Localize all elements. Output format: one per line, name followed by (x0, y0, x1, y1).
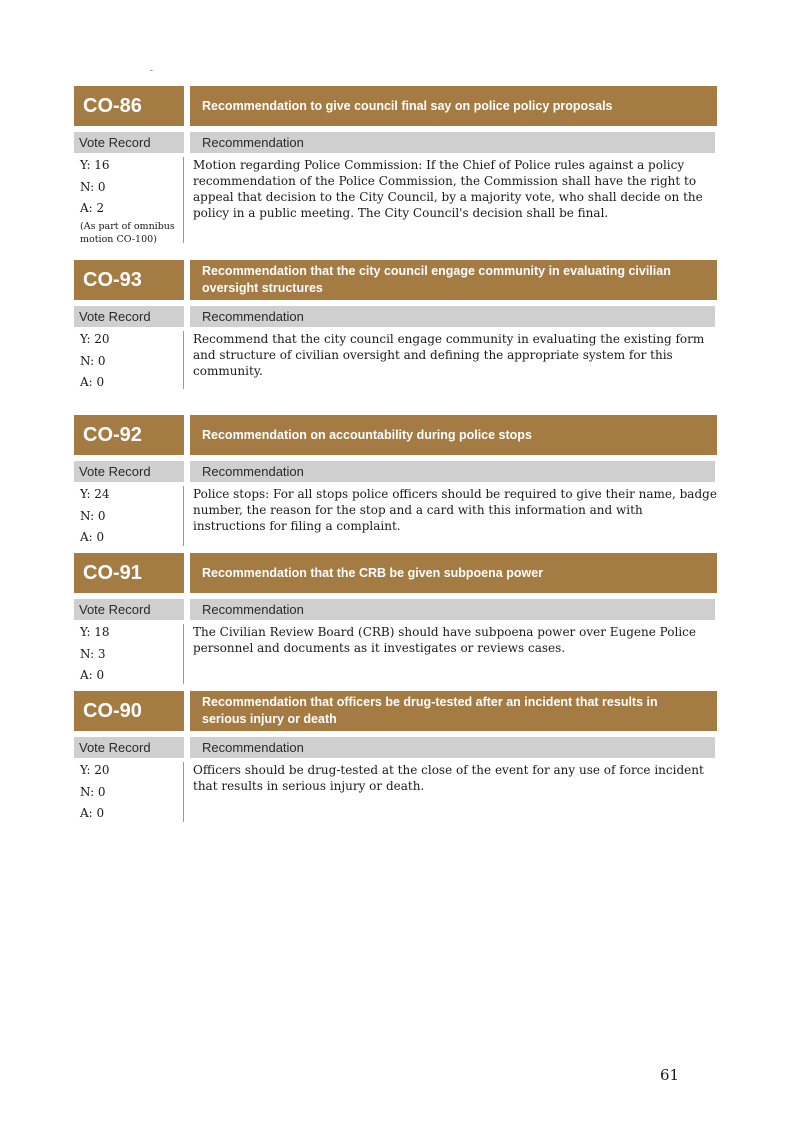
recommendation-text: Motion regarding Police Commission: If the Chief of Police rules against a policy recommendation of the Police Commission, the Commission shall have the right to appeal that decision to the City Council, by a majority vote, who shall decide on the policy in a public meeting. The City Council's decision shall be final. (193, 158, 703, 220)
record-subheader (74, 461, 717, 482)
vote-abstain: A: 2 (80, 201, 105, 215)
vote-no: N: 0 (80, 784, 106, 799)
record-title: Recommendation that officers be drug-tested after an incident that results in serious injury or death (190, 691, 717, 731)
record-co-93 (74, 260, 717, 389)
record-body (74, 762, 717, 822)
vote-record-label: Vote Record (74, 306, 184, 327)
vote-record-label: Vote Record (74, 132, 184, 153)
vote-record-label: Vote Record (74, 599, 184, 620)
record-co-91 (74, 553, 717, 684)
vote-abstain: A: 0 (80, 806, 105, 820)
vote-yes: Y: 20 (80, 332, 110, 346)
record-body (74, 331, 717, 389)
record-co-86 (74, 86, 717, 243)
vote-yes: Y: 16 (80, 158, 110, 172)
page-number: 61 (660, 1066, 680, 1084)
vote-no: N: 0 (80, 508, 106, 523)
record-title: Recommendation that the CRB be given subpoena power (190, 553, 717, 593)
recommendation-text: Officers should be drug-tested at the close of the event for any use of force incident that results in serious injury or death. (193, 763, 704, 793)
record-header (74, 260, 717, 300)
divider (183, 486, 184, 546)
record-header (74, 86, 717, 126)
vote-no: N: 0 (80, 179, 106, 194)
vote-note: (As part of omnibus motion CO-100) (80, 220, 175, 245)
vote-abstain: A: 0 (80, 668, 105, 682)
vote-counts (80, 157, 180, 246)
recommendation-text: The Civilian Review Board (CRB) should have subpoena power over Eugene Police personnel and documents as it investigates or reviews cases. (193, 625, 696, 655)
record-body (74, 624, 717, 684)
vote-no: N: 3 (80, 646, 106, 661)
divider (183, 157, 184, 243)
record-subheader (74, 737, 717, 758)
record-header (74, 415, 717, 455)
recommendation-label: Recommendation (190, 599, 715, 620)
record-body (74, 157, 717, 243)
record-body (74, 486, 717, 546)
recommendation-label: Recommendation (190, 306, 715, 327)
vote-record-label: Vote Record (74, 737, 184, 758)
vote-counts (80, 486, 180, 551)
record-code: CO-92 (74, 415, 184, 455)
divider (183, 331, 184, 389)
record-subheader (74, 599, 717, 620)
vote-abstain: A: 0 (80, 375, 105, 389)
record-code: CO-90 (74, 691, 184, 731)
record-title: Recommendation to give council final say on police policy proposals (190, 86, 717, 126)
vote-counts (80, 331, 180, 396)
stray-mark: - (150, 66, 154, 76)
vote-counts (80, 762, 180, 827)
divider (183, 624, 184, 684)
vote-no: N: 0 (80, 353, 106, 368)
vote-counts (80, 624, 180, 689)
record-title: Recommendation on accountability during police stops (190, 415, 717, 455)
vote-yes: Y: 20 (80, 763, 110, 777)
vote-abstain: A: 0 (80, 530, 105, 544)
recommendation-label: Recommendation (190, 461, 715, 482)
recommendation-label: Recommendation (190, 737, 715, 758)
record-header (74, 691, 717, 731)
record-code: CO-93 (74, 260, 184, 300)
vote-yes: Y: 18 (80, 625, 110, 639)
record-title: Recommendation that the city council engage community in evaluating civilian oversight structures (190, 260, 717, 300)
recommendation-label: Recommendation (190, 132, 715, 153)
record-subheader (74, 306, 717, 327)
record-header (74, 553, 717, 593)
record-code: CO-86 (74, 86, 184, 126)
recommendation-text: Recommend that the city council engage community in evaluating the existing form and structure of civilian oversight and defining the appropriate system for this community. (193, 332, 705, 378)
vote-yes: Y: 24 (80, 487, 110, 501)
record-subheader (74, 132, 717, 153)
record-co-92 (74, 415, 717, 546)
record-code: CO-91 (74, 553, 184, 593)
divider (183, 762, 184, 822)
vote-record-label: Vote Record (74, 461, 184, 482)
recommendation-text: Police stops: For all stops police officers should be required to give their name, badge number, the reason for the stop and a card with this information and with instructions for filing a complaint. (193, 487, 717, 533)
record-co-90 (74, 691, 717, 822)
